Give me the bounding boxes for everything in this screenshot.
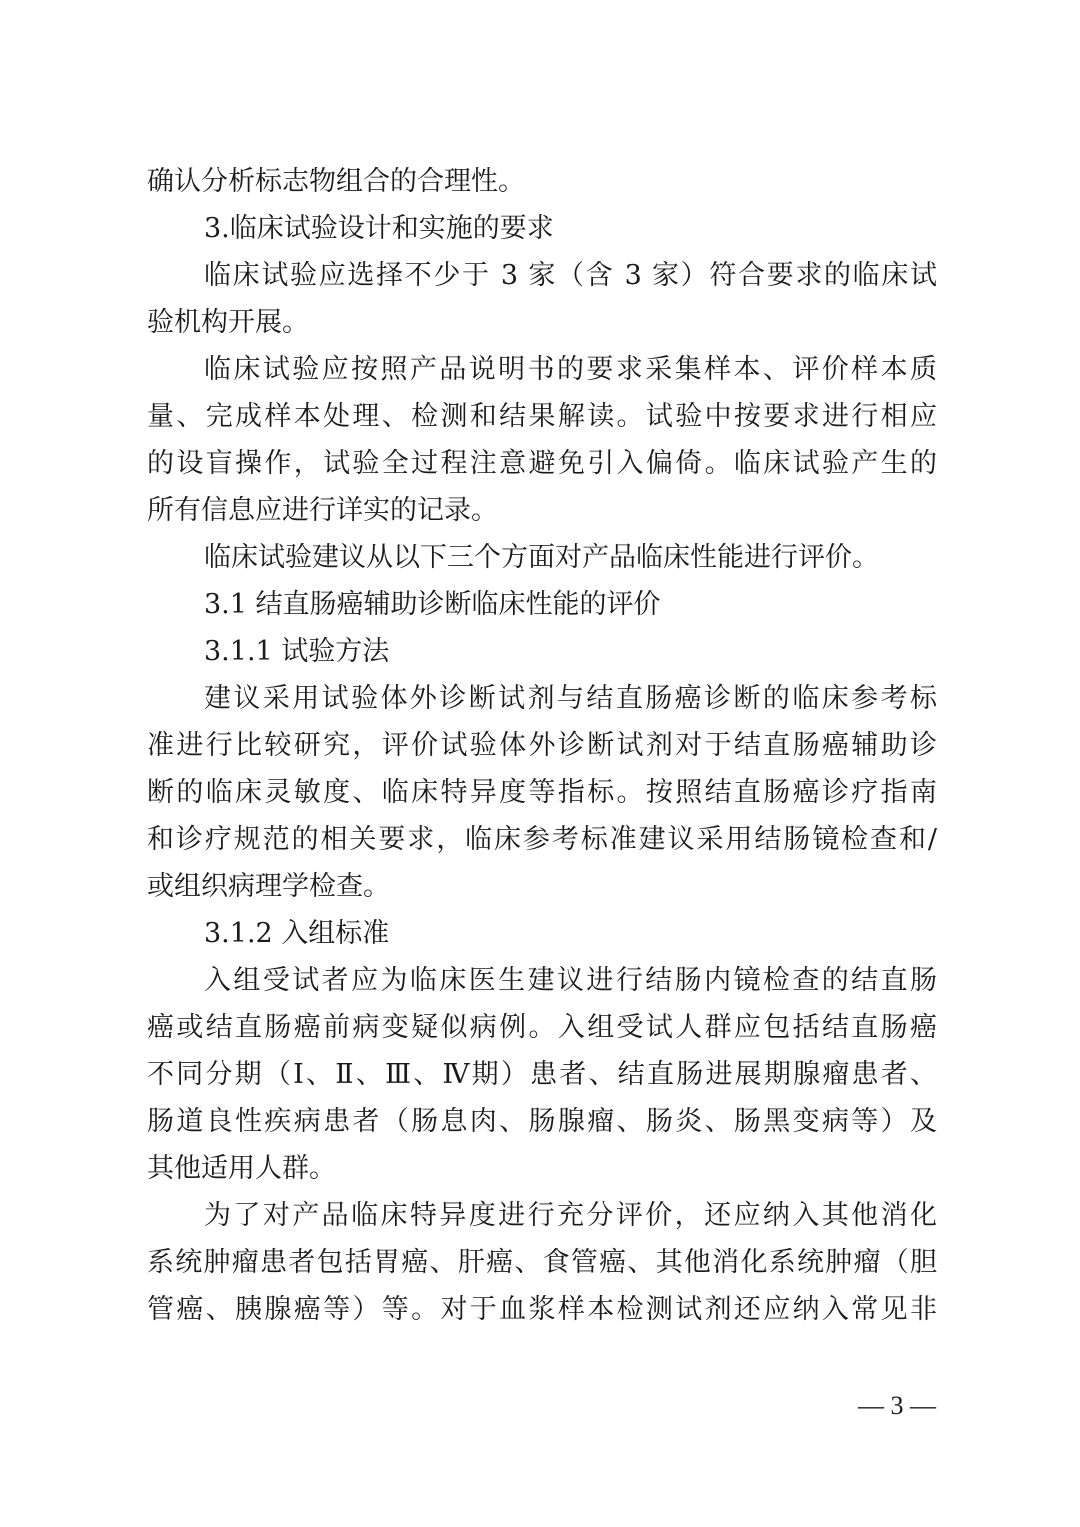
subsection-heading: 3.1.2 入组标准 (204, 918, 390, 949)
section-heading: 3.1 结直肠癌辅助诊断临床性能的评价 (204, 589, 661, 620)
paragraph-line: 建议采用试验体外诊断试剂与结直肠癌诊断的临床参考标 (204, 683, 937, 714)
paragraph-line: 断的临床灵敏度、临床特异度等指标。按照结直肠癌诊疗指南 (147, 777, 937, 808)
paragraph-line: 或组织病理学检查。 (147, 871, 390, 902)
paragraph-line: 不同分期（Ⅰ、Ⅱ、Ⅲ、Ⅳ期）患者、结直肠进展期腺瘤患者、 (147, 1059, 937, 1090)
paragraph-line: 的设盲操作，试验全过程注意避免引入偏倚。临床试验产生的 (147, 448, 937, 479)
section-heading: 3.临床试验设计和实施的要求 (204, 213, 554, 244)
paragraph-line: 临床试验应按照产品说明书的要求采集样本、评价样本质 (204, 354, 937, 385)
paragraph-line: 其他适用人群。 (147, 1153, 336, 1184)
paragraph-line: 确认分析标志物组合的合理性。 (147, 166, 525, 197)
paragraph-line: 准进行比较研究，评价试验体外诊断试剂对于结直肠癌辅助诊 (147, 730, 937, 761)
paragraph-line: 管癌、胰腺癌等）等。对于血浆样本检测试剂还应纳入常见非 (147, 1294, 937, 1325)
paragraph-line: 为了对产品临床特异度进行充分评价，还应纳入其他消化 (204, 1200, 937, 1231)
paragraph-line: 入组受试者应为临床医生建议进行结肠内镜检查的结直肠 (204, 965, 937, 996)
page-number: — 3 — (858, 1391, 936, 1420)
paragraph-line: 所有信息应进行详实的记录。 (147, 495, 498, 526)
paragraph-line: 验机构开展。 (147, 307, 309, 338)
paragraph-line: 肠道良性疾病患者（肠息肉、肠腺瘤、肠炎、肠黑变病等）及 (147, 1106, 937, 1137)
paragraph-line: 癌或结直肠癌前病变疑似病例。入组受试人群应包括结直肠癌 (147, 1012, 937, 1043)
paragraph-line: 临床试验应选择不少于 3 家（含 3 家）符合要求的临床试 (204, 260, 937, 291)
subsection-heading: 3.1.1 试验方法 (204, 636, 390, 667)
paragraph-line: 和诊疗规范的相关要求，临床参考标准建议采用结肠镜检查和/ (147, 824, 937, 855)
paragraph-line: 量、完成样本处理、检测和结果解读。试验中按要求进行相应 (147, 401, 937, 432)
paragraph-line: 系统肿瘤患者包括胃癌、肝癌、食管癌、其他消化系统肿瘤（胆 (147, 1247, 937, 1278)
paragraph-line: 临床试验建议从以下三个方面对产品临床性能进行评价。 (204, 542, 879, 573)
